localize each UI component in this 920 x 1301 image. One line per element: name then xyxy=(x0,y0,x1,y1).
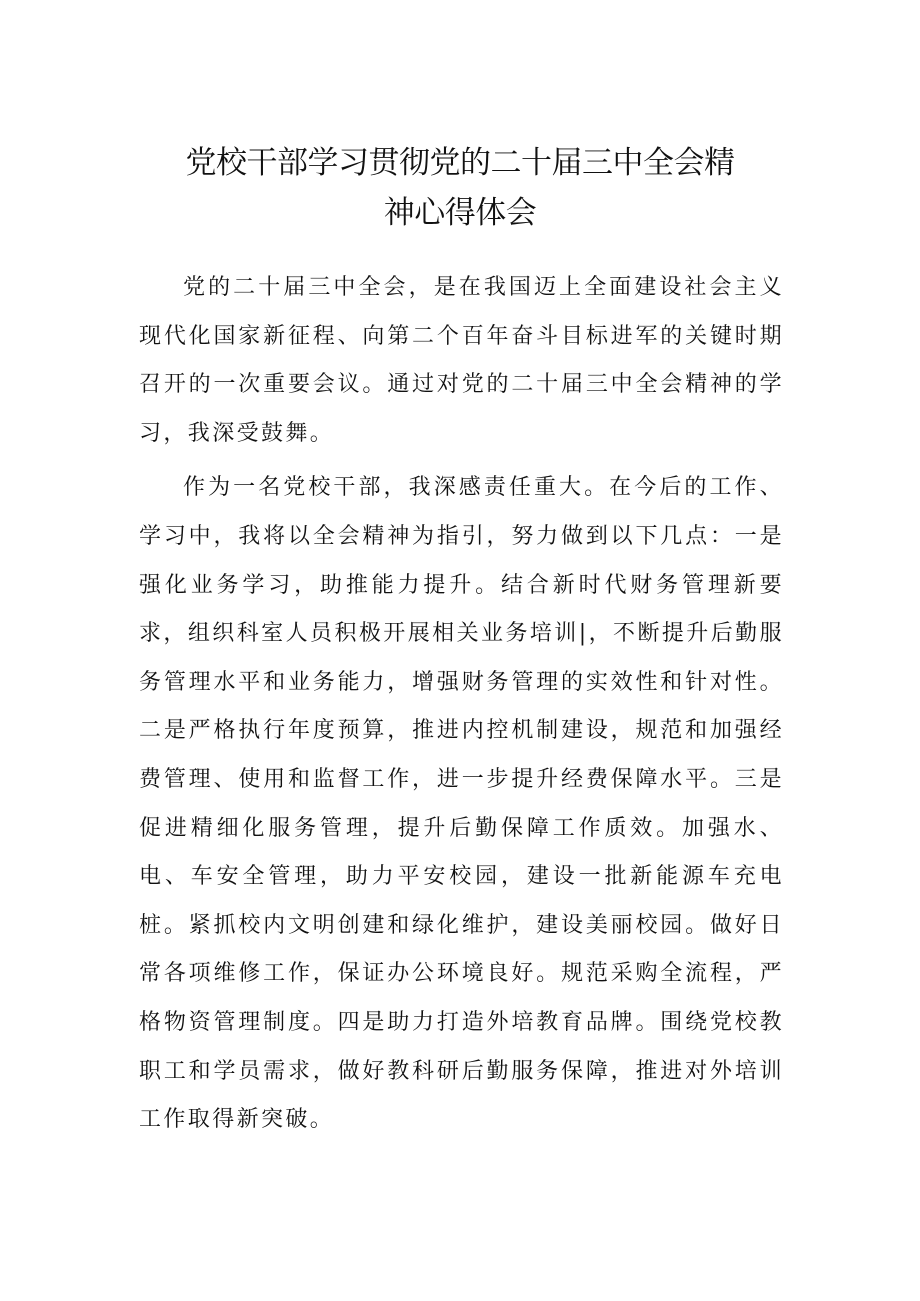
document-body xyxy=(139,264,784,1151)
title-line-2: 神心得体会 xyxy=(383,195,537,231)
document-title xyxy=(140,138,780,238)
paragraph-1: 党的二十届三中全会，是在我国迈上全面建设社会主义现代化国家新征程、向第二个百年奋斗目标进军的关键时期召开的一次重要会议。通过对党的二十届三中全会精神的学习，我深受鼓舞。 xyxy=(139,275,784,446)
title-line-1: 党校干部学习贯彻党的二十届三中全会精 xyxy=(185,145,735,181)
paragraph-2: 作为一名党校干部，我深感责任重大。在今后的工作、学习中，我将以全会精神为指引，努力做到以下几点：一是强化业务学习，助推能力提升。结合新时代财务管理新要求，组织科室人员积极开展相关业务培训|，不断提升后勤服务管理水平和业务能力，增强财务管理的实效性和针对性。二是严格执行年度预算，推进内控机制建设，规范和加强经费管理、使用和监督工作，进一步提升经费保障水平。三是促进精细化服务管理，提升后勤保障工作质效。加强水、电、车安全管理，助力平安校园，建设一批新能源车充电桩。紧抓校内文明创建和绿化维护，建设美丽校园。做好日常各项维修工作，保证办公环境良好。规范采购全流程，严格物资管理制度。四是助力打造外培教育品牌。围绕党校教职工和学员需求，做好教科研后勤服务保障，推进对外培训工作取得新突破。 xyxy=(139,475,784,1133)
